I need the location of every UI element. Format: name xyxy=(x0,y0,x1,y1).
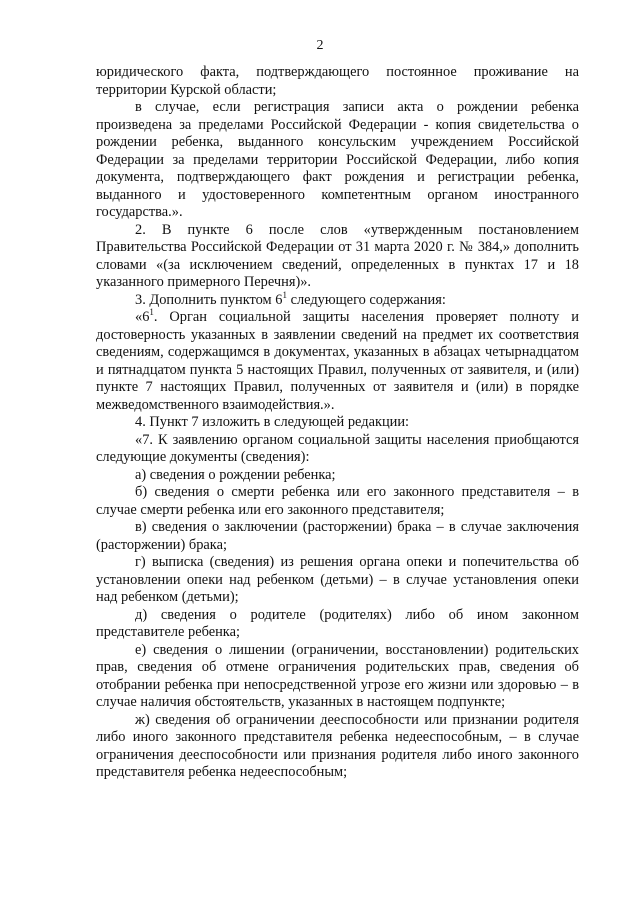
subitem-e: е) сведения о лишении (ограничении, восстановлении) родительских прав, сведения об отмене ограничения родительских прав, сведения об отобрании ребенка при непосредственной угрозе его жизни или здоровью – в случае наличия обстоятельств, указанных в настоящем подпункте; xyxy=(96,641,579,710)
paragraph-item-3-text-after: следующего содержания: xyxy=(286,291,446,308)
subitem-b: б) сведения о смерти ребенка или его законного представителя – в случае смерти ребенка или его законного представителя; xyxy=(96,484,579,518)
subitem-d: д) сведения о родителе (родителях) либо об ином законном представителе ребенка; xyxy=(96,606,579,640)
paragraph-item-3-text-before: 3. Дополнить пунктом 6 xyxy=(135,291,283,308)
paragraph-item-3 xyxy=(96,289,579,310)
paragraph-item-6-1 xyxy=(96,309,579,414)
paragraph-continuation: юридического факта, подтверждающего постоянное проживание на территории Курской области; xyxy=(96,64,579,98)
subitem-a: а) сведения о рождении ребенка; xyxy=(135,466,336,483)
paragraph-item-6-1-text-after: . Орган социальной защиты населения проверяет полноту и достоверность указанных в заявлении сведений на предмет их соответствия сведениям, содержащимся в документах, указанных в абзацах четырнадцатом и пятнадцатом пункта 5 настоящих Правил, полученных от заявителя, и (или) пункте 7 настоящих Правил, полученных от заявителя и (или) в порядке межведомственного взаимодействия.». xyxy=(96,309,579,413)
superscript-index: 1 xyxy=(149,307,154,318)
paragraph-item-2: 2. В пункте 6 после слов «утвержденным постановлением Правительства Российской Федерации от 31 марта 2020 г. № 384,» дополнить словами «(за исключением сведений, определенных в пунктах 17 и 18 указанного примерного Перечня)». xyxy=(96,221,579,290)
superscript-index: 1 xyxy=(282,289,287,300)
subitem-g: г) выписка (сведения) из решения органа опеки и попечительства об установлении опеки над ребенком (детьми) – в случае установления опеки над ребенком (детьми); xyxy=(96,554,579,605)
paragraph-item-4: 4. Пункт 7 изложить в следующей редакции: xyxy=(135,414,410,430)
paragraph-foreign-birth-registration: в случае, если регистрация записи акта о рождении ребенка произведена за пределами Российской Федерации - копия свидетельства о рождении ребенка, выданного консульским учреждением Российской Федерации за пределами территории Российской Федерации, либо копия документа, подтверждающего факт рождения и регистрации ребенка, выданного и удостоверенного компетентным органом иностранного государства.». xyxy=(96,99,579,220)
subitem-v: в) сведения о заключении (расторжении) брака – в случае заключения (расторжении) брака; xyxy=(96,519,579,553)
subitem-zh: ж) сведения об ограничении дееспособности или признании родителя либо иного законного представителя ребенка недееспособным, – в случае ограничения дееспособности или признания родителя либо иного законного представителя ребенка недееспособным; xyxy=(96,711,579,780)
paragraph-item-7: «7. К заявлению органом социальной защиты населения приобщаются следующие документы (сведения): xyxy=(96,431,579,465)
document-body xyxy=(96,64,579,782)
paragraph-item-6-1-text-before: «6 xyxy=(135,309,150,325)
page-number: 2 xyxy=(316,38,324,53)
